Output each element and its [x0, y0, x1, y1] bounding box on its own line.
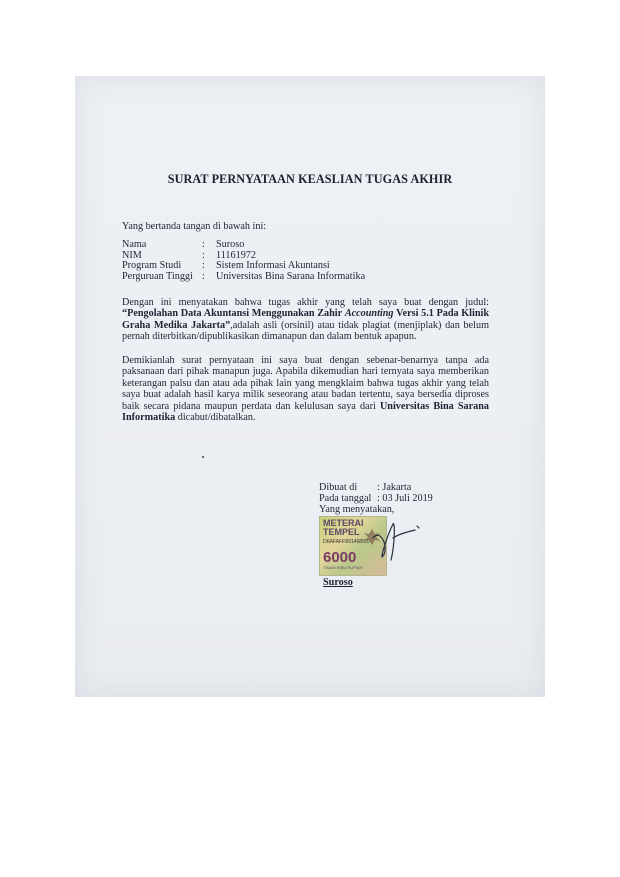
stamp-serial: D6AFAFF891468937 [323, 539, 371, 545]
made-in-row [319, 482, 433, 493]
statement-lead: Dengan ini menyatakan bahwa tugas akhir yang telah saya buat dengan judul: [122, 297, 489, 308]
identity-fields [122, 239, 365, 281]
statement-rest: ,adalah asli (orsinil) atau tidak plagiat (menjiplak) dan belum pernah diterbitkan/dipublikasikan dimanapun dan dalam bentuk apapun. [122, 319, 490, 343]
field-row-university [122, 271, 365, 282]
thesis-title-part2: Versi 5.1 Pada Klinik Graha Medika Jakarta” [122, 308, 489, 331]
field-colon: : [202, 249, 205, 261]
field-colon: : [202, 270, 205, 282]
declaration-paragraph [122, 355, 489, 423]
stamp-value: 6000 [323, 549, 357, 566]
thesis-title-italic: Accounting [344, 308, 394, 320]
field-value: Universitas Bina Sarana Informatika [216, 270, 366, 282]
document-title: SURAT PERNYATAAN KEASLIAN TUGAS AKHIR [167, 172, 453, 186]
field-row-nim [122, 250, 365, 261]
field-colon: : [202, 239, 205, 250]
thesis-title-part1: “Pengolahan Data Akuntansi Menggunakan Zahir [122, 308, 343, 320]
field-row-name [122, 239, 365, 250]
field-colon: : [202, 260, 205, 272]
intro-line: Yang bertanda tangan di bawah ini: [122, 221, 267, 232]
field-label: Nama [122, 239, 147, 250]
date-value: : 03 Juli 2019 [377, 492, 433, 504]
date-label: Pada tanggal [319, 492, 372, 504]
field-label: NIM [122, 249, 142, 261]
signer-name: Suroso [323, 577, 353, 588]
field-value: Sistem Informasi Akuntansi [216, 260, 330, 272]
date-row [319, 493, 433, 504]
university-bold: Universitas Bina Sarana Informatika [122, 400, 489, 424]
field-label: Perguruan Tinggi [122, 270, 193, 282]
handwritten-signature-icon [367, 508, 427, 568]
scan-speck [202, 456, 204, 458]
stamp-line1: METERAI [323, 518, 364, 528]
stamp-title [323, 519, 364, 537]
field-row-program [122, 260, 365, 271]
made-in-value: : Jakarta [377, 482, 412, 493]
statement-paragraph [122, 297, 489, 343]
stamp-currency: ENAM RIBU RUPIAH [324, 565, 363, 570]
made-in-label: Dibuat di [319, 482, 358, 493]
declaration-text: Demikianlah surat pernyataan ini saya buat dengan sebenar-benarnya tanpa ada paksanaan dari pihak manapun juga. Apabila dikemudian hari ternyata saya memberikan keterangan palsu dan atau ada pihak lain yang mengklaim bahwa tugas akhir yang telah saya buat adalah hasil karya milik seseorang atau badan tertentu, saya bersedia diproses baik secara pidana maupun perdata dan kelulusan saya dari [122, 355, 489, 412]
declaration-tail: dicabut/dibatalkan. [177, 412, 256, 424]
scanned-document-photo [75, 76, 545, 697]
stamp-line2: TEMPEL [323, 527, 360, 537]
declarant-label: Yang menyatakan, [319, 503, 395, 515]
field-label: Program Studi [122, 260, 182, 272]
field-value: Suroso [216, 239, 245, 250]
field-value: 11161972 [216, 249, 256, 261]
